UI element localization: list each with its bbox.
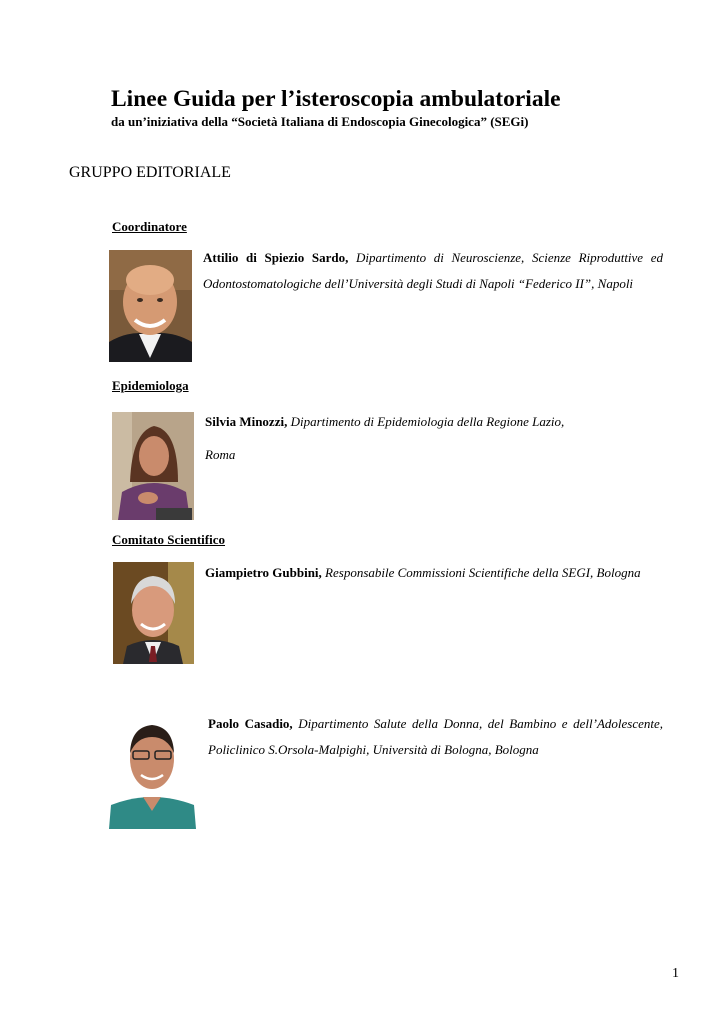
- photo-giampietro-gubbini: [113, 562, 194, 664]
- member-affiliation: Dipartimento di Epidemiologia della Regione Lazio,: [290, 414, 565, 429]
- section-heading: GRUPPO EDITORIALE: [69, 164, 231, 181]
- role-heading-epidemiologa: Epidemiologa: [112, 378, 189, 393]
- photo-paolo-casadio: [109, 709, 196, 829]
- member-affiliation-city: Roma: [205, 446, 236, 462]
- role-heading-comitato-scientifico: Comitato Scientifico: [112, 532, 226, 547]
- photo-attilio-di-spiezio-sardo: [109, 250, 192, 362]
- member-line-2: [205, 442, 665, 468]
- document-title: Linee Guida per l’isteroscopia ambulatoriale: [111, 86, 561, 112]
- photo-silvia-minozzi: [112, 412, 194, 520]
- role-heading-coordinatore: Coordinatore: [112, 219, 187, 234]
- member-affiliation: Dipartimento di Neuroscienze, Scienze Riproduttive ed Odontostomatologiche dell’Università degli Studi di Napoli “Federico II”, Napoli: [203, 250, 663, 291]
- member-affiliation: Responsabile Commissioni Scientifiche della SEGI, Bologna: [325, 565, 641, 580]
- member-name: Giampietro Gubbini,: [205, 565, 322, 580]
- member-entry-attilio: [203, 245, 663, 296]
- member-affiliation: Dipartimento Salute della Donna, del Bambino e dell’Adolescente, Policlinico S.Orsola-Malpighi, Università di Bologna, Bologna: [208, 716, 664, 757]
- member-name: Paolo Casadio,: [208, 716, 293, 731]
- member-line-1: [205, 409, 665, 435]
- member-name: Silvia Minozzi,: [205, 414, 288, 429]
- member-entry-giampietro: [205, 560, 663, 586]
- member-entry-paolo: [208, 711, 663, 762]
- page-number: 1: [672, 966, 679, 981]
- document-subtitle: da un’iniziativa della “Società Italiana di Endoscopia Ginecologica” (SEGi): [111, 114, 529, 129]
- member-entry-silvia: [205, 409, 665, 467]
- member-name: Attilio di Spiezio Sardo,: [203, 250, 349, 265]
